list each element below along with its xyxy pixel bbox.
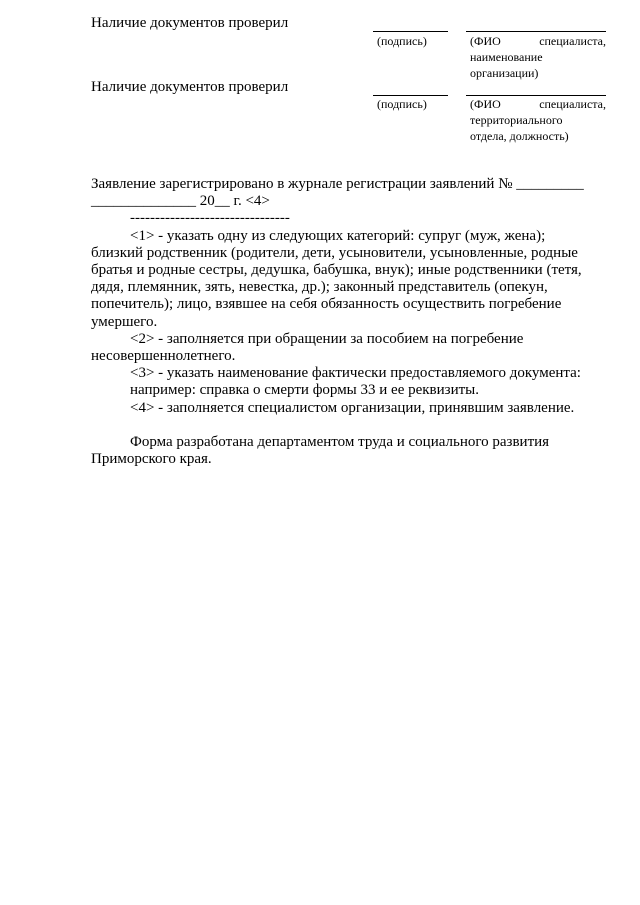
fio-line3: отдела, должность): [470, 129, 569, 143]
registration-line-1: Заявление зарегистрировано в журнале регистрации заявлений № _________: [91, 176, 584, 192]
footnote-2: <2> - заполняется при обращении за пособием на погребение несовершеннолетнего.: [91, 330, 524, 365]
footnote-1: <1> - указать одну из следующих категорий: супруг (муж, жена); близкий родственник (родители, дети, усыновители, усыновленные, родные братья и родные сестры, дедушка, бабушка, внук); иные родственники (тетя, дядя, племянник, зять, невестка, др.); законный представитель (опекун, попечитель); лицо, взявшее на себя обязанность осуществить погребение умершего.: [91, 227, 582, 330]
fio-line-1: [466, 31, 606, 32]
signature-line-1: [373, 31, 448, 32]
fio-caption-2: [470, 96, 606, 144]
registration-block: [91, 176, 591, 468]
fio-word-1: (ФИО: [470, 97, 501, 111]
signature-caption-2: (подпись): [377, 97, 427, 111]
footnote-3-line-2: например: справка о смерти формы 33 и ее реквизиты.: [130, 382, 479, 399]
footnote-4: <4> - заполняется специалистом организации, принявшим заявление.: [130, 399, 575, 416]
fio-line2: территориального: [470, 113, 563, 127]
separator: --------------------------------: [130, 210, 290, 227]
fio-line3: организации): [470, 66, 539, 80]
registration-line-2: ______________ 20__ г. <4>: [91, 193, 270, 210]
signature-caption-1: (подпись): [377, 34, 427, 48]
fio-word-1: (ФИО: [470, 34, 501, 48]
fio-word-2: специалиста,: [539, 34, 606, 48]
footnote-3-line-1: <3> - указать наименование фактически предоставляемого документа:: [130, 365, 581, 382]
check-label-1: Наличие документов проверил: [91, 15, 289, 31]
signature-line-2: [373, 95, 448, 96]
fio-caption-1: [470, 33, 606, 81]
closing-text: Форма разработана департаментом труда и социального развития Приморского края.: [91, 433, 550, 468]
fio-word-2: специалиста,: [539, 97, 606, 111]
fio-line2: наименование: [470, 50, 543, 64]
check-label-2: Наличие документов проверил: [91, 79, 289, 95]
